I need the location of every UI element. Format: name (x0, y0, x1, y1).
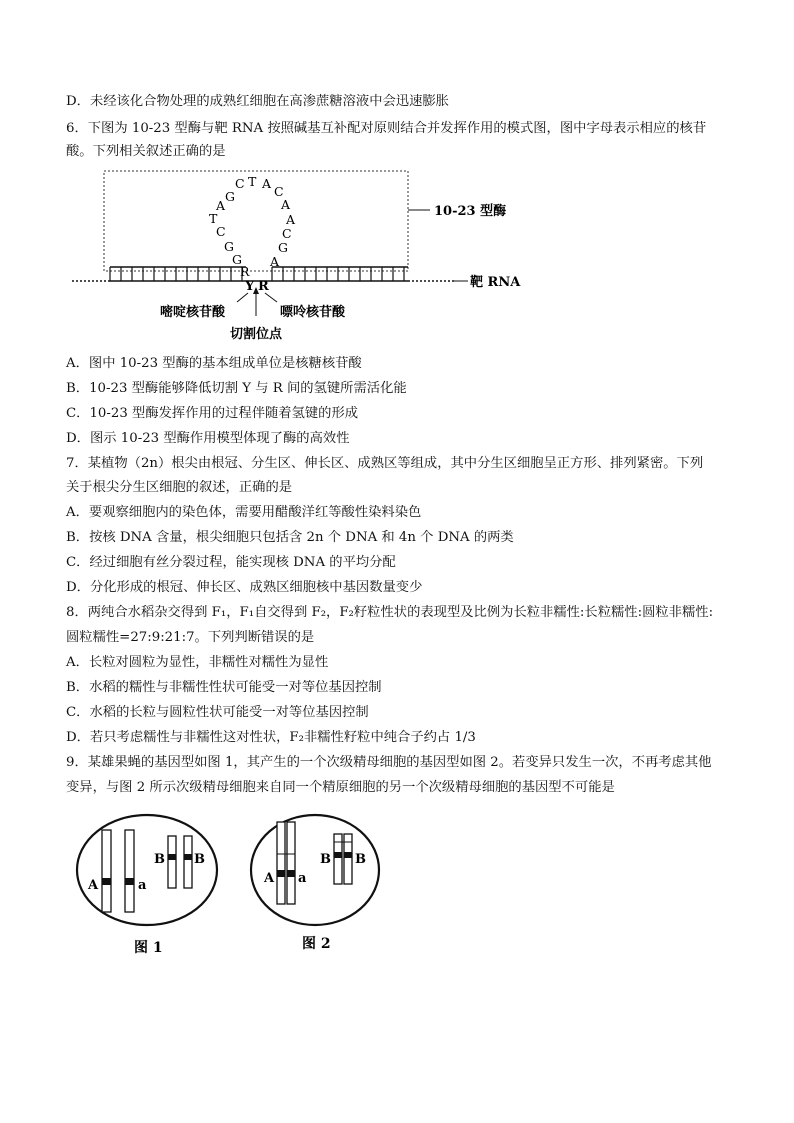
q7-option-c: C．经过细胞有丝分裂过程，能实现核 DNA 的平均分配 (66, 555, 396, 570)
chromosome-a-band (125, 878, 134, 885)
q8-option-c: C．水稻的长粒与圆粒性状可能受一对等位基因控制 (66, 705, 369, 720)
chromosome-B-left (168, 836, 176, 888)
loop-letter: G (224, 239, 234, 254)
cut-label: 切割位点 (230, 327, 283, 342)
loop-letter: G (278, 240, 288, 255)
chromosome-B-left-band (168, 854, 176, 860)
loop-letter: C (282, 226, 292, 241)
loop-letter: A (281, 197, 291, 212)
chromatid-B-left-band (334, 852, 342, 858)
q6-option-d: D．图示 10-23 型酶作用模型体现了酶的高效性 (66, 431, 350, 446)
loop-letter: C (235, 176, 245, 191)
fig1-cell (77, 815, 217, 925)
enzyme-figure (72, 166, 532, 348)
q7-option-d: D．分化形成的根冠、伸长区、成熟区细胞核中基因数量变少 (66, 580, 423, 595)
fig2-cell (251, 815, 379, 925)
enzyme-label: 10-23 型酶 (434, 204, 507, 219)
chromosome-B-right (184, 836, 192, 888)
loop-letter: C (216, 224, 226, 239)
q9-stem-line1: 9．某雄果蝇的基因型如图 1，其产生的一个次级精母细胞的基因型如图 2。若变异只发生一次，不再考虑其他 (66, 755, 712, 770)
q9-stem-line2: 变异，与图 2 所示次级精母细胞来自同一个精原细胞的另一个次级精母细胞的基因型不可能是 (66, 780, 615, 795)
loop-letter: A (270, 254, 280, 269)
fig2-label: 图 2 (302, 936, 331, 952)
gene-B-right-label: B (194, 852, 205, 867)
q8-option-a: A．长粒对圆粒为显性，非糯性对糯性为显性 (66, 655, 329, 670)
pyrimidine-pointer (237, 293, 248, 302)
loop-letter: A (286, 212, 296, 227)
purine-label: 嘌呤核苷酸 (280, 305, 346, 320)
loop-letter: G (225, 189, 235, 204)
chromatid-A (277, 822, 285, 904)
q8-stem-line2: 圆粒糯性=27:9:21:7。下列判断错误的是 (66, 630, 315, 645)
fig1-label: 图 1 (134, 940, 163, 956)
loop-letter: A (262, 176, 272, 191)
chromatid-A-band (277, 870, 285, 877)
q8-option-b: B．水稻的糯性与非糯性性状可能受一对等位基因控制 (66, 680, 382, 695)
q6-option-b: B．10-23 型酶能够降低切割 Y 与 R 间的氢键所需活化能 (66, 381, 407, 396)
q8-stem-line1: 8．两纯合水稻杂交得到 F₁，F₁自交得到 F₂，F₂籽粒性状的表现型及比例为长粒非糯性:长粒糯性:圆粒非糯性: (66, 605, 714, 620)
r-letter: R (258, 279, 269, 294)
fig2-gene-B-right-label: B (355, 852, 366, 867)
chromosome-a (125, 830, 134, 912)
gene-B-left-label: B (154, 852, 165, 867)
chromosome-A-band (102, 878, 111, 885)
loop-letter: C (274, 184, 284, 199)
q7-stem-line1: 7．某植物（2n）根尖由根冠、分生区、伸长区、成熟区等组成，其中分生区细胞呈正方形、排列紧密。下列 (66, 456, 704, 471)
fig2-gene-a-label: a (298, 871, 307, 886)
chromatid-a-band (287, 870, 295, 877)
loop-letter: R (240, 264, 250, 279)
loop-letter: T (209, 211, 218, 226)
q7-option-a: A．要观察细胞内的染色体，需要用醋酸洋红等酸性染料染色 (66, 505, 422, 520)
enzyme-loop-letters (209, 174, 296, 279)
loop-letter: T (248, 174, 257, 189)
fig2-gene-A-label: A (264, 871, 275, 886)
q7-stem-line2: 关于根尖分生区细胞的叙述，正确的是 (66, 480, 293, 495)
q6-stem-line1: 6．下图为 10-23 型酶与靶 RNA 按照碱基互补配对原则结合并发挥作用的模式图，图中字母表示相应的核苷 (66, 121, 707, 136)
purine-pointer (265, 293, 277, 302)
chromatid-a (287, 822, 295, 904)
pyrimidine-label: 嘧啶核苷酸 (160, 305, 226, 320)
gene-a-label: a (138, 878, 147, 893)
q6-stem-line2: 酸。下列相关叙述正确的是 (66, 144, 226, 159)
q5-option-d: D．未经该化合物处理的成熟红细胞在高渗蔗糖溶液中会迅速膨胀 (66, 94, 449, 109)
base-pair-rungs (110, 267, 404, 281)
chromosome-B-right-band (184, 854, 192, 860)
cells-figure (72, 812, 392, 962)
loop-letter: G (232, 252, 242, 267)
chromatid-B-right-band (344, 852, 352, 858)
target-label: 靶 RNA (470, 275, 521, 290)
q6-option-c: C．10-23 型酶发挥作用的过程伴随着氢键的形成 (66, 406, 359, 421)
y-letter: Y (245, 279, 255, 294)
q6-option-a: A．图中 10-23 型酶的基本组成单位是核糖核苷酸 (66, 356, 362, 371)
gene-A-label: A (88, 878, 99, 893)
q7-option-b: B．按核 DNA 含量，根尖细胞只包括含 2n 个 DNA 和 4n 个 DNA 的两类 (66, 530, 514, 545)
chromosome-A (102, 830, 111, 912)
fig2-gene-B-left-label: B (320, 852, 331, 867)
q8-option-d: D．若只考虑糯性与非糯性这对性状，F₂非糯性籽粒中纯合子约占 1/3 (66, 730, 476, 745)
loop-letter: A (216, 198, 226, 213)
